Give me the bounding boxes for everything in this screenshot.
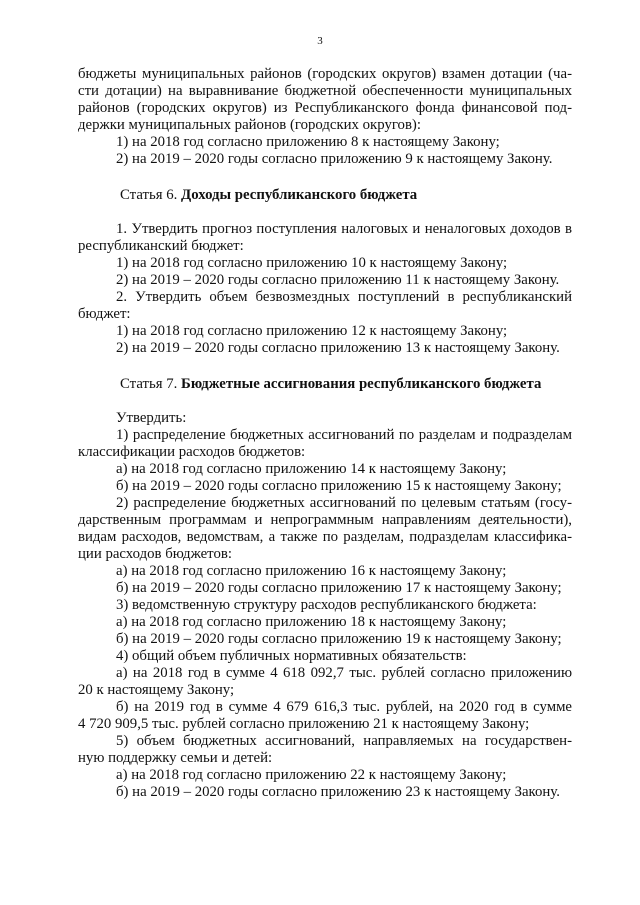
article-7-s1-line-1: 1) распределение бюджетных ассигнований по разделам и подразделам [116, 427, 572, 443]
article-7-s2-b: б) на 2019 – 2020 годы согласно приложению 17 к настоящему Закону; [116, 580, 562, 596]
article-6-p1-line-2: республиканский бюджет: [78, 238, 244, 254]
article-6-p1-line-1: 1. Утвердить прогноз поступления налоговых и неналоговых доходов в [116, 221, 572, 237]
intro-item-2: 2) на 2019 – 2020 годы согласно приложению 9 к настоящему Закону. [116, 151, 553, 167]
article-7-s2-line-3: видам расходов, ведомствам, а также по разделам, подразделам классифика- [78, 529, 572, 545]
article-7-s5-b: б) на 2019 – 2020 годы согласно приложению 23 к настоящему Закону. [116, 784, 560, 800]
article-6-title: Доходы республиканского бюджета [181, 187, 418, 203]
article-7-s1-line-2: классификации расходов бюджетов: [78, 444, 306, 460]
article-6-p2-line-2: бюджет: [78, 306, 131, 322]
article-7-s4-b-line-2: 4 720 909,5 тыс. рублей согласно приложению 21 к настоящему Закону; [78, 716, 530, 732]
article-6-prefix: Статья 6. [120, 187, 182, 203]
article-7-s4-a-line-1: а) на 2018 год в сумме 4 618 092,7 тыс. рублей согласно приложению [116, 665, 572, 681]
intro-line-1: бюджеты муниципальных районов (городских округов) взамен дотации (ча- [78, 66, 572, 82]
page-number: 3 [317, 35, 323, 47]
article-7-s1-a: а) на 2018 год согласно приложению 14 к настоящему Закону; [116, 461, 507, 477]
article-6-p2-line-1: 2. Утвердить объем безвозмездных поступлений в республиканский [116, 289, 572, 305]
article-6-p1-item-2: 2) на 2019 – 2020 годы согласно приложению 11 к настоящему Закону. [116, 272, 560, 288]
article-7-s2-line-2: дарственным программам и непрограммным направлениям деятельности), [78, 512, 572, 528]
article-7-s4: 4) общий объем публичных нормативных обязательств: [116, 648, 467, 664]
intro-line-4: держки муниципальных районов (городских округов): [78, 117, 421, 133]
article-7-s5-line-2: ную поддержку семьи и детей: [78, 750, 273, 766]
intro-line-2: сти дотации) на выравнивание бюджетной обеспеченности муниципальных [78, 83, 572, 99]
article-7-s2-line-1: 2) распределение бюджетных ассигнований по целевым статьям (госу- [116, 495, 572, 511]
article-6-heading [78, 187, 572, 204]
article-7-title: Бюджетные ассигнования республиканского бюджета [181, 376, 542, 392]
article-7-s5-a: а) на 2018 год согласно приложению 22 к настоящему Закону; [116, 767, 507, 783]
article-6-p2-item-1: 1) на 2018 год согласно приложению 12 к настоящему Закону; [116, 323, 508, 339]
intro-item-1: 1) на 2018 год согласно приложению 8 к настоящему Закону; [116, 134, 500, 150]
article-7-approve: Утвердить: [116, 410, 187, 426]
article-6-p2-item-2: 2) на 2019 – 2020 годы согласно приложению 13 к настоящему Закону. [116, 340, 560, 356]
intro-line-3: районов (городских округов) из Республиканского фонда финансовой под- [78, 100, 572, 116]
article-7-s3-b: б) на 2019 – 2020 годы согласно приложению 19 к настоящему Закону; [116, 631, 562, 647]
article-7-s4-b-line-1: б) на 2019 год в сумме 4 679 616,3 тыс. рублей, на 2020 год в сумме [116, 699, 572, 715]
document-body [78, 66, 572, 801]
article-7-s4-a-line-2: 20 к настоящему Закону; [78, 682, 235, 698]
article-7-s1-b: б) на 2019 – 2020 годы согласно приложению 15 к настоящему Закону; [116, 478, 562, 494]
article-7-s5-line-1: 5) объем бюджетных ассигнований, направляемых на государствен- [116, 733, 572, 749]
article-7-s3: 3) ведомственную структуру расходов республиканского бюджета: [116, 597, 537, 613]
article-7-prefix: Статья 7. [120, 376, 182, 392]
article-7-s3-a: а) на 2018 год согласно приложению 18 к настоящему Закону; [116, 614, 507, 630]
article-7-heading [78, 376, 572, 393]
article-7-s2-a: а) на 2018 год согласно приложению 16 к настоящему Закону; [116, 563, 507, 579]
article-7-s2-line-4: ции расходов бюджетов: [78, 546, 232, 562]
article-6-p1-item-1: 1) на 2018 год согласно приложению 10 к настоящему Закону; [116, 255, 508, 271]
